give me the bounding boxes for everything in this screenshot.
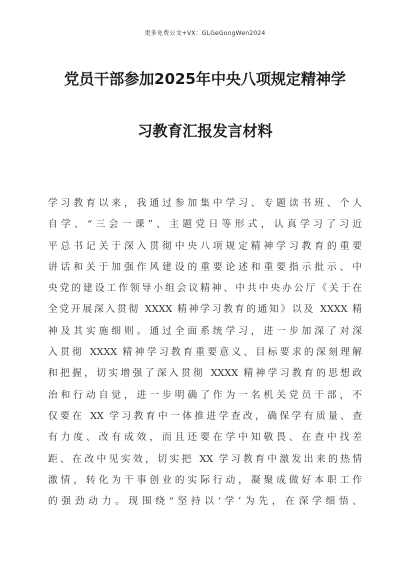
body-line: 仅要在 XX 学习教育中一体推进学查改，确保学有质量、查 [48,410,362,422]
document-body [48,193,362,512]
document-title-line-2: 习教育汇报发言材料 [137,122,273,140]
body-line: 治和行动自觉，进一步明确了作为一名机关党员干部，不 [48,389,362,401]
body-line: 学习教育以来，我通过参加集中学习、专题读书班、个人 [48,198,362,209]
body-line: 和把握，切实增强了深入贯彻 XXXX 精神学习教育的思想政 [48,368,362,380]
body-line: 神及其实施细则。通过全面系统学习，进一步加深了对深 [48,325,362,337]
body-line: 自学、“三会一课”、主题党日等形式，认真学习了习近 [48,219,362,231]
body-line: 入贯彻 XXXX 精神学习教育重要意义、目标要求的深刻理解 [48,347,362,359]
body-line: 距、在改中见实效，切实把 XX 学习教育中激发出来的热情 [48,453,362,465]
header-note: 更多免费公文+VX：GLGeGongWen2024 [144,30,266,37]
document-title-line-1: 党员干部参加2025年中央八项规定精神学 [64,70,346,88]
body-line: 的强劲动力。现围绕“坚持以‘学’为先，在深学细悟、 [48,496,362,508]
body-line: 有力度、改有成效，而且还要在学中知敬畏、在查中找差 [48,432,362,444]
body-line: 央党的建设工作领导小组会议精神、中共中央办公厅《关于在 [48,283,362,295]
body-line: 全党开展深入贯彻 XXXX 精神学习教育的通知》以及 XXXX 精 [48,304,362,316]
body-line: 平总书记关于深入贯彻中央八项规定精神学习教育的重要 [48,240,362,252]
body-line: 激情，转化为干事创业的实际行动，凝聚成做好本职工作 [48,474,362,486]
body-line: 讲话和关于加强作风建设的重要论述和重要指示批示、中 [48,261,362,273]
